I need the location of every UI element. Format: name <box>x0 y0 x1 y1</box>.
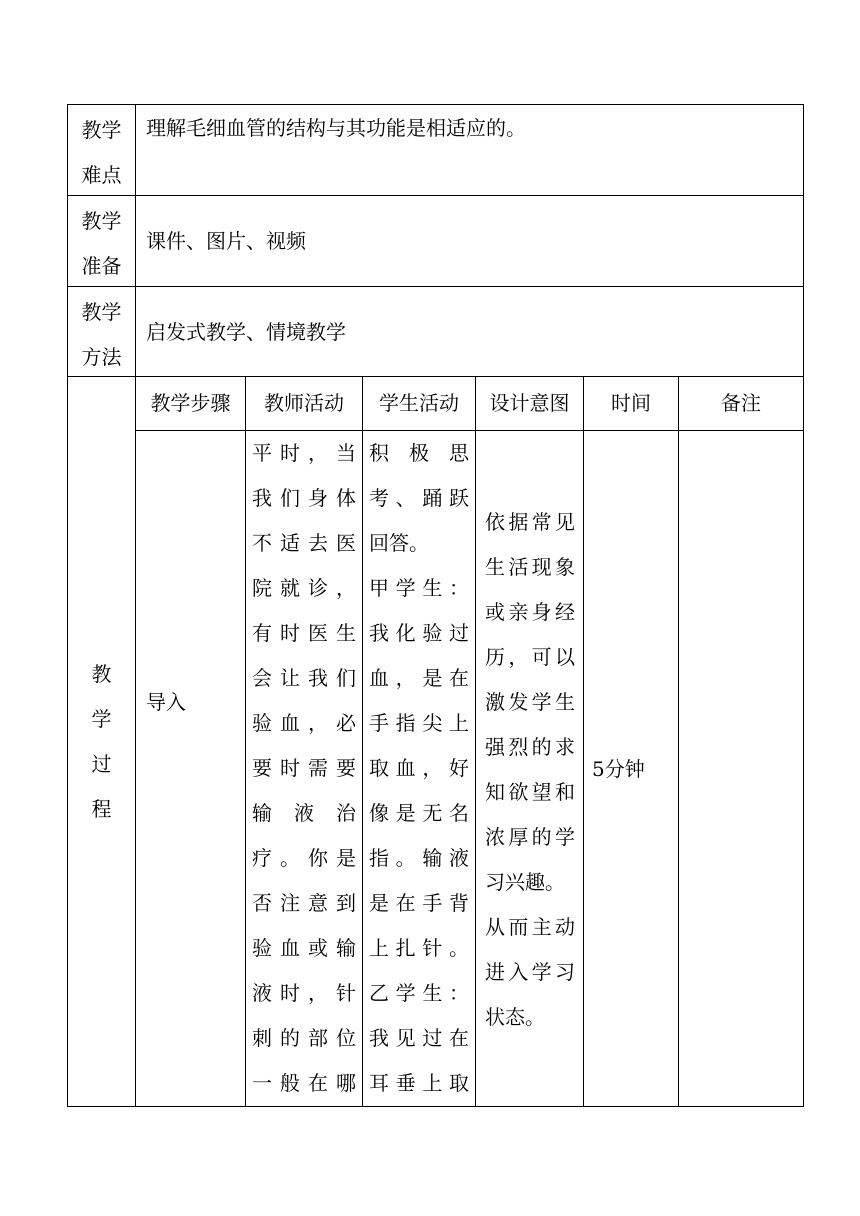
teacher-line: 液时，针 <box>252 981 356 1005</box>
row-divider-2 <box>67 286 804 287</box>
method-label <box>68 288 135 380</box>
teacher-line: 有时医生 <box>252 621 356 645</box>
intent-line: 状态。 <box>485 1005 545 1029</box>
header-design-intent: 设计意图 <box>489 391 570 415</box>
student-line: 耳垂上取 <box>369 1071 469 1095</box>
intent-line: 或亲身经 <box>485 600 575 624</box>
teacher-line: 平时，当 <box>252 441 356 465</box>
difficulty-label-line2: 难点 <box>81 163 122 187</box>
intent-column-divider <box>583 376 584 1107</box>
student-line: 手指尖上 <box>369 711 469 735</box>
teacher-line: 我们身体 <box>252 486 356 510</box>
teacher-line: 否注意到 <box>252 891 356 915</box>
teacher-line: 刺的部位 <box>252 1026 356 1050</box>
intent-line: 进入学习 <box>485 960 575 984</box>
process-label-char: 程 <box>91 797 112 821</box>
intent-line: 激发学生 <box>485 690 575 714</box>
difficulty-label-line1: 教学 <box>81 118 122 142</box>
intent-line: 从而主动 <box>485 915 575 939</box>
intent-line: 依据常见 <box>485 510 575 534</box>
preparation-label-line2: 准备 <box>81 254 122 278</box>
method-content: 启发式教学、情境教学 <box>146 320 346 344</box>
student-line: 我见过在 <box>369 1026 469 1050</box>
intent-line: 强烈的求 <box>485 735 575 759</box>
student-line: 回答。 <box>369 531 429 555</box>
teacher-line: 一般在哪 <box>252 1071 356 1095</box>
table-border-bottom <box>67 1106 804 1107</box>
teacher-line: 会让我们 <box>252 666 356 690</box>
process-label-char: 教 <box>91 662 112 686</box>
table-border-top <box>67 104 804 105</box>
student-line: 血，是在 <box>369 666 469 690</box>
teacher-line: 要时需要 <box>252 756 356 780</box>
student-line: 我化验过 <box>369 621 469 645</box>
method-label-line1: 教学 <box>81 300 122 324</box>
teacher-line: 验血或输 <box>252 936 356 960</box>
header-time: 时间 <box>611 391 651 415</box>
preparation-label-line1: 教学 <box>81 209 122 233</box>
row-divider-3 <box>67 376 804 377</box>
header-note: 备注 <box>721 391 761 415</box>
intro-teacher-activity <box>246 431 362 1106</box>
process-label <box>68 652 135 832</box>
header-step: 教学步骤 <box>150 391 231 415</box>
student-line: 考、踊跃 <box>369 486 469 510</box>
intent-line: 知欲望和 <box>485 780 575 804</box>
header-teacher-activity: 教师活动 <box>264 391 344 415</box>
table-border-right <box>803 104 804 1107</box>
student-line: 取血，好 <box>369 756 469 780</box>
teacher-line: 输液治 <box>252 801 356 825</box>
method-label-line2: 方法 <box>81 345 122 369</box>
preparation-label <box>68 197 135 289</box>
intent-line: 生活现象 <box>485 555 575 579</box>
row-divider-1 <box>67 195 804 196</box>
student-line: 积极思 <box>369 441 469 465</box>
intent-line: 习兴趣。 <box>485 870 565 894</box>
teacher-line: 院就诊， <box>252 576 356 600</box>
intent-line: 浓厚的学 <box>485 825 575 849</box>
intro-step: 导入 <box>146 690 186 714</box>
process-label-char: 学 <box>91 707 112 731</box>
time-column-divider <box>678 376 679 1107</box>
header-student-activity: 学生活动 <box>379 391 459 415</box>
teacher-line: 验血，必 <box>252 711 356 735</box>
student-line: 指。输液 <box>369 846 469 870</box>
intro-time: 5分钟 <box>592 757 645 781</box>
intro-student-activity <box>363 431 475 1106</box>
teacher-line: 不适去医 <box>252 531 356 555</box>
difficulty-content: 理解毛细血管的结构与其功能是相适应的。 <box>146 116 526 140</box>
intent-line: 历，可以 <box>485 645 575 669</box>
student-line: 乙学生： <box>369 981 469 1005</box>
preparation-content: 课件、图片、视频 <box>146 229 306 253</box>
student-line: 像是无名 <box>369 801 469 825</box>
student-line: 上扎针。 <box>369 936 469 960</box>
intro-design-intent <box>476 500 583 1040</box>
teacher-line: 疗。你是 <box>252 846 356 870</box>
student-line: 甲学生： <box>369 576 469 600</box>
difficulty-label <box>68 106 135 198</box>
student-line: 是在手背 <box>369 891 469 915</box>
process-label-char: 过 <box>91 752 112 776</box>
